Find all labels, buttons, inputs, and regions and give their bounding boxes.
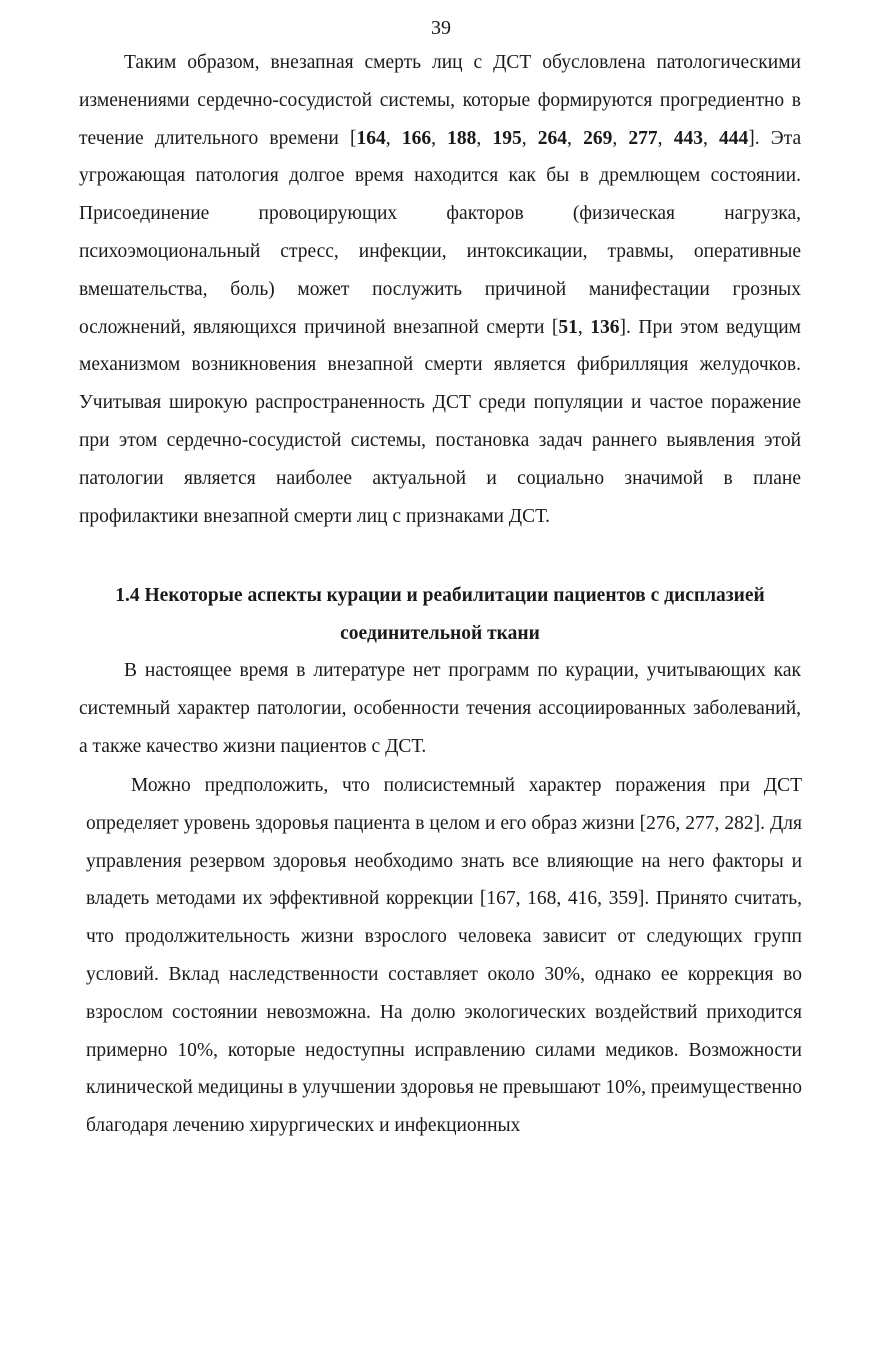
text-segment: , xyxy=(521,127,538,149)
text-segment: Таким образом, внезапная смерть лиц с ДСТ обусловлена патологическими изменениями сердечно-сосудистой системы, которые формируются прогредиентно в течение длительного времени [ xyxy=(79,52,801,149)
paragraph-text: Можно предположить, что полисистемный характер поражения при ДСТ определяет уровень здоровья пациента в целом и его образ жизни [276, 277, 282]. Для управления резервом здоровья необходимо знать все влияющие на него факторы и владеть методами их эффективной коррекции [167, 168, 416, 359]. Принято считать, что продолжительность жизни взрослого человека зависит от следующих групп условий. Вклад наследственности составляет около 30%, однако ее коррекция во взрослом состоянии невозможна. На долю экологических воздействий приходится примерно 10%, которые недоступны исправлению силами медиков. Возможности клинической медицины в улучшении здоровья не превышают 10%, преимущественно благодаря лечению хирургических и инфекционных xyxy=(86,775,802,1137)
citation-ref: 264 xyxy=(537,127,568,149)
text-segment: ]. При этом ведущим механизмом возникновения внезапной смерти является фибрилляция желудочков. Учитывая широкую распространенность ДСТ среди популяции и частое поражение при этом сердечно-сосудистой системы, постановка задач раннего выявления этой патологии является наиболее актуальной и социально значимой в плане профилактики внезапной смерти лиц с признаками ДСТ. xyxy=(79,316,801,527)
text-segment: , xyxy=(612,127,629,149)
text-segment: , xyxy=(567,127,584,149)
paragraph-programs xyxy=(79,652,801,765)
paragraph-text: В настоящее время в литературе нет программ по курации, учитывающих как системный характер патологии, особенности течения ассоциированных заболеваний, а также качество жизни пациентов с ДСТ. xyxy=(79,660,801,757)
citation-ref: 188 xyxy=(447,127,477,149)
citation-ref: 277 xyxy=(628,127,658,149)
citation-ref: 164 xyxy=(356,127,386,149)
section-heading: 1.4 Некоторые аспекты курации и реабилитации пациентов с дисплазией соединительной ткани xyxy=(115,585,765,644)
page-number: 39 xyxy=(431,17,451,39)
citation-ref: 136 xyxy=(590,316,620,338)
text-segment: , xyxy=(657,127,674,149)
text-segment: , xyxy=(385,127,402,149)
citation-ref: 195 xyxy=(492,127,522,149)
text-segment: , xyxy=(431,127,448,149)
text-segment: , xyxy=(476,127,493,149)
text-segment: , xyxy=(702,127,720,149)
paragraph-health-factors xyxy=(86,767,802,1145)
text-segment: , xyxy=(577,316,591,338)
citation-ref: 51 xyxy=(558,316,578,338)
paragraph-sudden-death xyxy=(79,44,801,535)
citation-ref: 443 xyxy=(673,127,703,149)
citation-ref: 444 xyxy=(719,127,749,149)
citation-ref: 269 xyxy=(583,127,613,149)
text-segment: ]. Эта угрожающая патология долгое время находится как бы в дремлющем состоянии. Присоединение провоцирующих факторов (физическая нагрузка, психоэмоциональный стресс, инфекции, интоксикации, травмы, оперативные вмешательства, боль) может послужить причиной манифестации грозных осложнений, являющихся причиной внезапной смерти [ xyxy=(79,127,802,338)
citation-ref: 166 xyxy=(401,127,432,149)
